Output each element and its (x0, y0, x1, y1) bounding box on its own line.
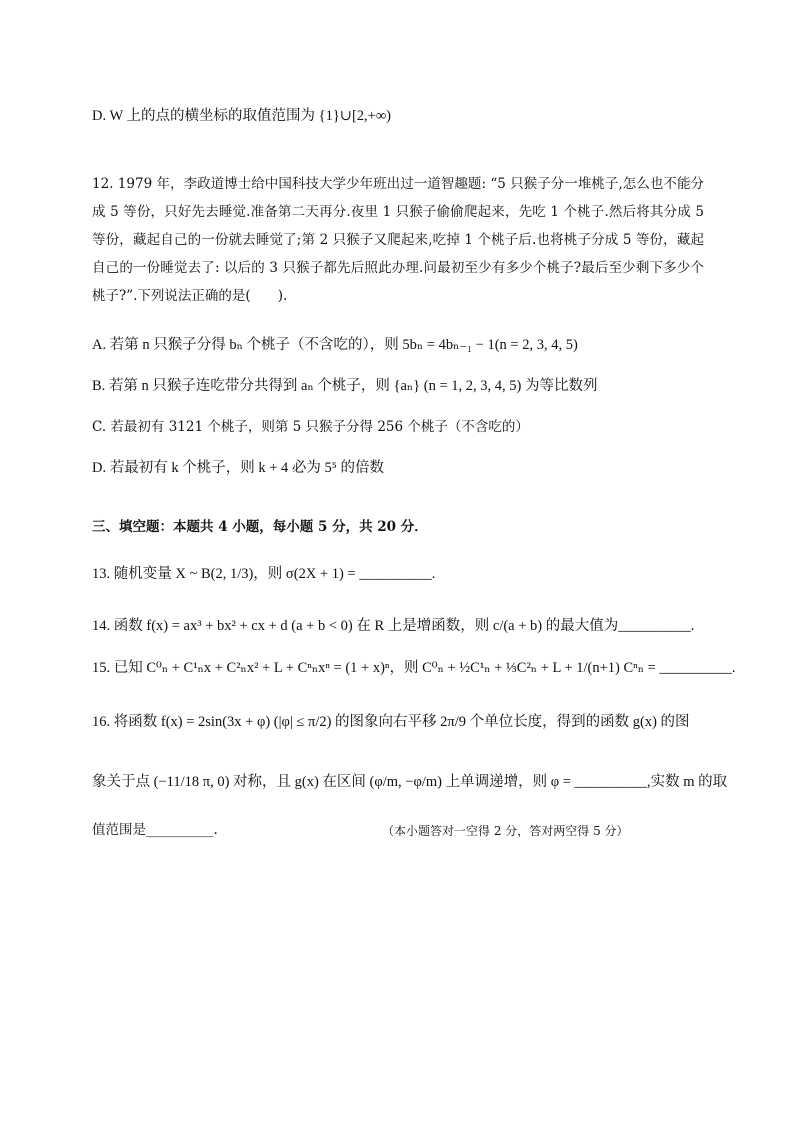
q12-option-d: D. 若最初有 k 个桃子，则 k + 4 必为 5⁵ 的倍数 (92, 460, 384, 476)
q16-scoring-note: （本小题答对一空得 2 分，答对两空得 5 分） (382, 824, 629, 838)
q12-option-b: B. 若第 n 只猴子连吃带分共得到 aₙ 个桃子，则 {aₙ} (n = 1, 2, 3, 4, 5) 为等比数列 (92, 378, 598, 394)
q12-option-c: C. 若最初有 3121 个桃子，则第 5 只猴子分得 256 个桃子（不含吃的） (92, 419, 529, 435)
section-3-heading: 三、填空题：本题共 4 小题，每小题 5 分，共 20 分． (92, 519, 428, 535)
q15-text: 15. 已知 C⁰ₙ + C¹ₙx + C²ₙx² + L + Cⁿₙxⁿ = (1 + x)ⁿ，则 C⁰ₙ + ½C¹ₙ + ⅓C²ₙ + L + 1/(n+1) Cⁿₙ = __________. (92, 660, 736, 676)
q12-option-a: A. 若第 n 只猴子分得 bₙ 个桃子（不含吃的），则 5bₙ = 4bₙ₋₁ − 1(n = 2, 3, 4, 5) (92, 337, 578, 353)
q16-line-2: 象关于点 (−11/18 π, 0) 对称，且 g(x) 在区间 (φ/m, −φ/m) 上单调递增，则 φ = __________,实数 m 的取 (92, 774, 728, 790)
q16-line-3: 值范围是__________. (92, 822, 218, 838)
q16-line-1: 16. 将函数 f(x) = 2sin(3x + φ) (|φ| ≤ π/2) 的图象向右平移 2π/9 个单位长度，得到的函数 g(x) 的图 (92, 714, 690, 730)
q11-option-d: D. W 上的点的横坐标的取值范围为 {1}∪[2,+∞) (92, 108, 391, 124)
q12-stem: 12. 1979 年，李政道博士给中国科技大学少年班出过一道智趣题: “5 只猴子分一堆桃子,怎么也不能分成 5 等份，只好先去睡觉.准备第二天再分.夜里 1 只猴子偷偷爬起来，先吃 1 个桃子.然后将其分成 5 等份，藏起自己的一份就去睡觉了;第 2 只猴子又爬起来,吃掉 1 个桃子后.也将桃子分成 5 等份，藏起自己的一份睡觉去了: 以后的 3 只猴子都先后照此办理.问最初至少有多少个桃子?最后至少剩下多少个桃子?”.下列说法正确的是( ). (92, 176, 704, 304)
q13-text: 13. 随机变量 X ~ B(2, 1/3)，则 σ(2X + 1) = __________. (92, 566, 436, 582)
q14-text: 14. 函数 f(x) = ax³ + bx² + cx + d (a + b < 0) 在 R 上是增函数，则 c/(a + b) 的最大值为__________. (92, 618, 695, 634)
